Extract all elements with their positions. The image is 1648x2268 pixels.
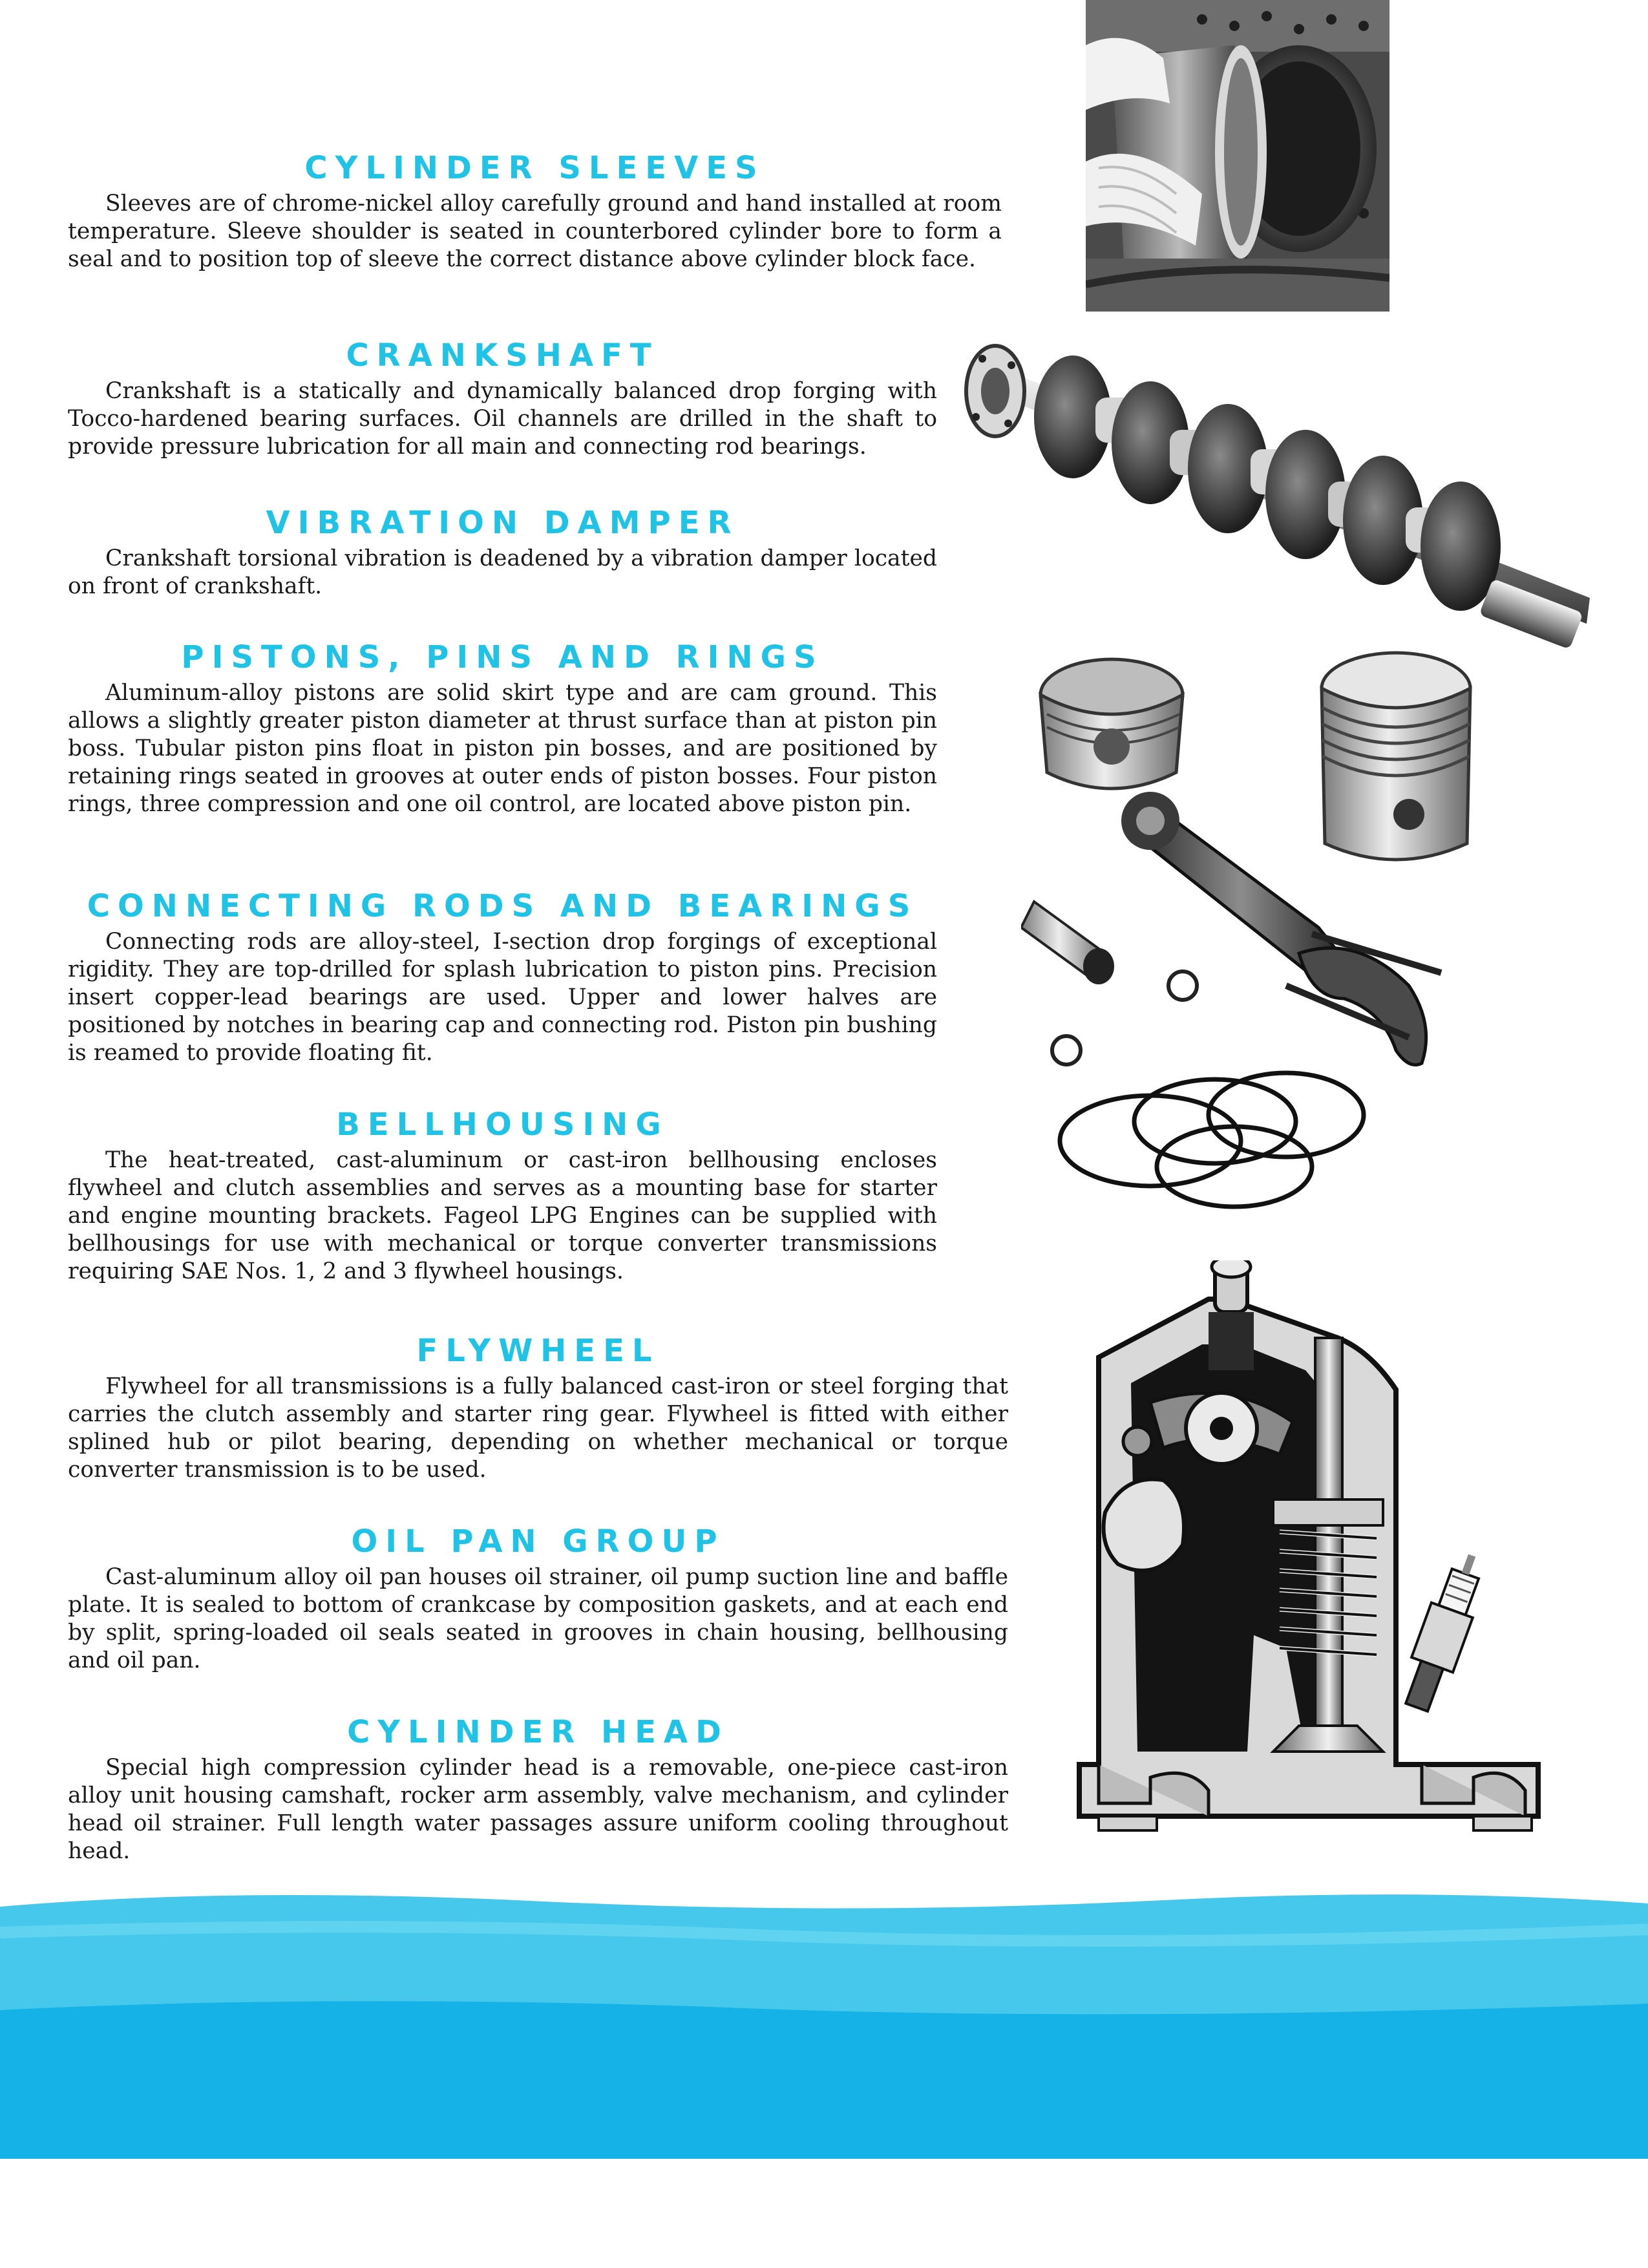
- section-body: Cast-aluminum alloy oil pan houses oil strainer, oil pump suction line and baffle plate. It is sealed to bottom of crankcase by composition gaskets, and at each end by split, spring-loaded oil seals seated in grooves in chain housing, bellhousing and oil pan.: [68, 1564, 1008, 1673]
- section-flywheel: [68, 1333, 1008, 1484]
- section-body: Crankshaft is a statically and dynamically balanced drop forging with Tocco-hardened bearing surfaces. Oil channels are drilled in the shaft to provide pressure lubrication for all main and connecting rod bearings.: [68, 378, 937, 460]
- section-body: Crankshaft torsional vibration is deadened by a vibration damper located on front of crankshaft.: [68, 546, 937, 599]
- section-cylinder-sleeves: [68, 150, 1002, 273]
- section-connecting-rods: [68, 888, 937, 1067]
- section-heading: CRANKSHAFT: [346, 337, 659, 374]
- section-pistons-pins-rings: [68, 639, 937, 818]
- cylinder-sleeve-photo: [1086, 0, 1389, 312]
- decorative-blue-band: [0, 1887, 1648, 2159]
- section-vibration-damper: [68, 505, 937, 600]
- section-body: Special high compression cylinder head is a removable, one-piece cast-iron alloy unit housing camshaft, rocker arm assembly, valve mechanism, and cylinder head oil strainer. Full length water passages assure uniform cooling throughout head.: [68, 1755, 1008, 1864]
- section-oil-pan-group: [68, 1523, 1008, 1675]
- section-body: The heat-treated, cast-aluminum or cast-iron bellhousing encloses flywheel and clutch assemblies and serves as a mounting base for starter and engine mounting brackets. Fageol LPG Engines can be supplied with bellhousings for use with mechanical or torque converter transmissions requiring SAE Nos. 1, 2 and 3 flywheel housings.: [68, 1147, 937, 1284]
- section-heading: CONNECTING RODS AND BEARINGS: [87, 888, 918, 924]
- cylinder-head-cutaway: [1060, 1260, 1603, 1861]
- piston-and-rod-illustration: [1021, 650, 1564, 1212]
- section-body: Flywheel for all transmissions is a fully balanced cast-iron or steel forging that carries the clutch assembly and starter ring gear. Flywheel is fitted with either splined hub or pilot bearing, depending on whether mechanical or torque converter transmission is to be used.: [68, 1373, 1008, 1483]
- section-cylinder-head: [68, 1714, 1008, 1865]
- section-bellhousing: [68, 1107, 937, 1286]
- section-body: Aluminum-alloy pistons are solid skirt type and are cam ground. This allows a slightly greater piston diameter at thrust surface than at piston pin boss. Tubular piston pins float in piston pin bosses, and are positioned by retaining rings seated in grooves at outer ends of piston bosses. Four piston rings, three compression and one oil control, are located above piston pin.: [68, 680, 937, 817]
- section-heading: FLYWHEEL: [416, 1333, 660, 1369]
- band-dark-layer: [0, 2001, 1648, 2159]
- section-heading: CYLINDER HEAD: [347, 1714, 729, 1750]
- section-heading: PISTONS, PINS AND RINGS: [181, 639, 824, 675]
- section-heading: BELLHOUSING: [336, 1107, 669, 1143]
- section-heading: CYLINDER SLEEVES: [304, 150, 765, 186]
- section-body: Connecting rods are alloy-steel, I-section drop forgings of exceptional rigidity. They are top-drilled for splash lubrication to piston pins. Precision insert copper-lead bearings are used. Upper and lower halves are positioned by notches in bearing cap and connecting rod. Piston pin bushing is reamed to provide floating fit.: [68, 929, 937, 1066]
- section-heading: VIBRATION DAMPER: [266, 505, 739, 541]
- section-heading: OIL PAN GROUP: [351, 1523, 725, 1560]
- crankshaft-illustration: [956, 320, 1616, 653]
- section-body: Sleeves are of chrome-nickel alloy carefully ground and hand installed at room temperature. Sleeve shoulder is seated in counterbored cylinder bore to form a seal and to position top of sleeve the correct distance above cylinder block face.: [68, 191, 1002, 272]
- section-crankshaft: [68, 337, 937, 461]
